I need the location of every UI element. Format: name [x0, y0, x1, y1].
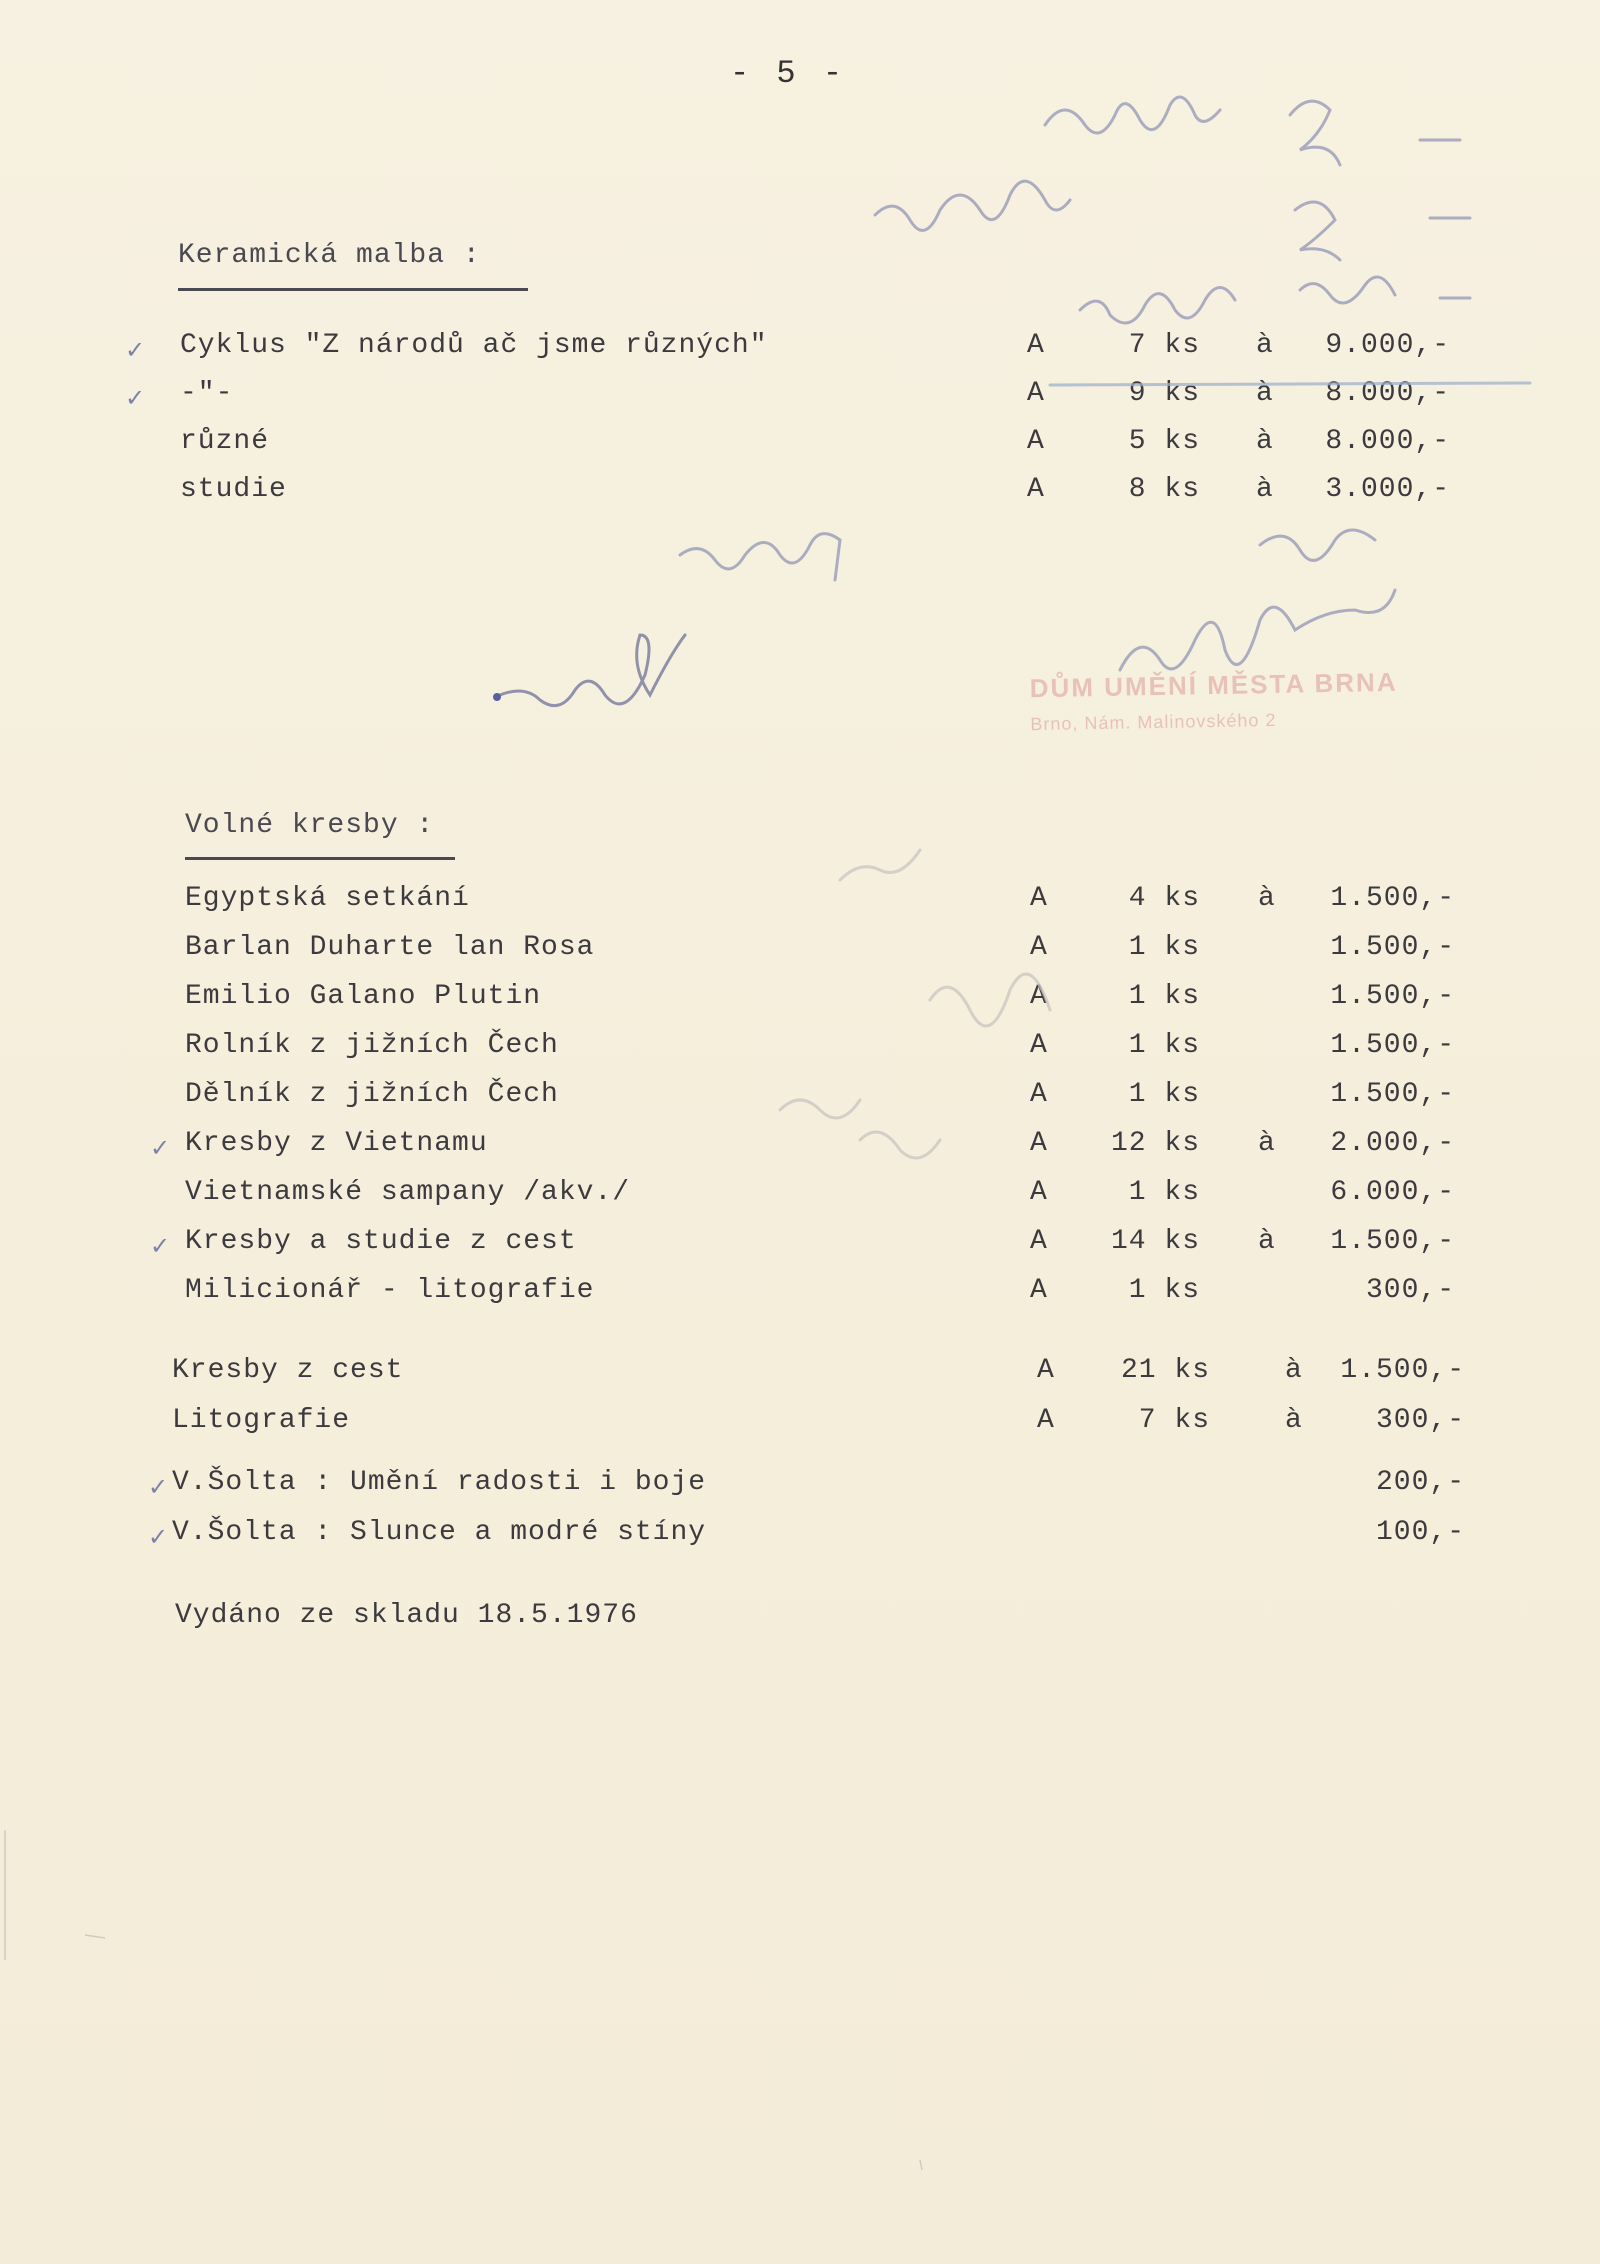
unit-price-sign: à: [1258, 1226, 1276, 1257]
item-name: Vietnamské sampany /akv./: [185, 1177, 631, 1208]
row-check-mark: ✓: [148, 1473, 170, 1501]
item-price: 300,-: [1365, 1275, 1455, 1306]
item-name: různé: [180, 426, 270, 457]
list-item: [0, 474, 1600, 514]
row-check-mark: ✓: [150, 1134, 172, 1162]
category-letter: A: [1030, 1226, 1048, 1257]
item-price: 1.500,-: [1330, 883, 1455, 914]
item-quantity: 1 ks: [1128, 932, 1200, 963]
item-name: Kresby a studie z cest: [185, 1226, 577, 1257]
list-item: [0, 1517, 1600, 1557]
list-item: [0, 1355, 1600, 1395]
row-check-mark: ✓: [125, 336, 147, 364]
item-price: 1.500,-: [1340, 1355, 1465, 1386]
list-item: [0, 1405, 1600, 1445]
category-letter: A: [1030, 1128, 1048, 1159]
item-price: 9.000,-: [1325, 330, 1450, 361]
list-item: [0, 1275, 1600, 1315]
item-quantity: 7 ks: [1128, 330, 1200, 361]
item-quantity: 8 ks: [1128, 474, 1200, 505]
item-name: Kresby z cest: [172, 1355, 404, 1386]
category-letter: A: [1037, 1405, 1055, 1436]
list-item: [0, 378, 1600, 418]
item-quantity: 21 ks: [1120, 1355, 1210, 1386]
category-letter: A: [1027, 474, 1045, 505]
item-quantity: 1 ks: [1128, 1030, 1200, 1061]
list-item: [0, 1177, 1600, 1217]
item-price: 8.000,-: [1325, 378, 1450, 409]
item-price: 1.500,-: [1330, 1030, 1455, 1061]
section-heading-ceramic: Keramická malba :: [178, 240, 481, 271]
unit-price-sign: à: [1285, 1355, 1303, 1386]
stamp-line-1: DŮM UMĚNÍ MĚSTA BRNA: [1029, 666, 1398, 704]
category-letter: A: [1030, 1177, 1048, 1208]
item-quantity: 1 ks: [1128, 1177, 1200, 1208]
row-check-mark: ✓: [148, 1523, 170, 1551]
item-quantity: 1 ks: [1128, 1079, 1200, 1110]
list-item: [0, 1128, 1600, 1168]
item-name: Milicionář - litografie: [185, 1275, 595, 1306]
category-letter: A: [1027, 330, 1045, 361]
heading-underline: [185, 857, 455, 860]
stamp-line-2: Brno, Nám. Malinovského 2: [1030, 709, 1277, 735]
item-quantity: 4 ks: [1128, 883, 1200, 914]
item-name: studie: [180, 474, 287, 505]
unit-price-sign: à: [1258, 883, 1276, 914]
item-name: Litografie: [172, 1405, 351, 1436]
item-name: -"-: [180, 378, 234, 409]
category-letter: A: [1030, 1030, 1048, 1061]
category-letter: A: [1037, 1355, 1055, 1386]
item-name: Egyptská setkání: [185, 883, 470, 914]
item-name: Dělník z jižních Čech: [185, 1079, 559, 1110]
item-quantity: 12 ks: [1110, 1128, 1200, 1159]
category-letter: A: [1030, 932, 1048, 963]
row-check-mark: ✓: [150, 1232, 172, 1260]
list-item: [0, 426, 1600, 466]
section-heading-drawings: Volné kresby :: [185, 810, 435, 841]
list-item: [0, 981, 1600, 1021]
item-price: 8.000,-: [1325, 426, 1450, 457]
list-item: [0, 883, 1600, 923]
category-letter: A: [1030, 1079, 1048, 1110]
item-name: Rolník z jižních Čech: [185, 1030, 559, 1061]
list-item: [0, 1079, 1600, 1119]
unit-price-sign: à: [1285, 1405, 1303, 1436]
item-price: 200,-: [1375, 1467, 1465, 1498]
item-name: V.Šolta : Slunce a modré stíny: [172, 1517, 707, 1548]
row-check-mark: ✓: [125, 384, 147, 412]
category-letter: A: [1030, 883, 1048, 914]
category-letter: A: [1030, 981, 1048, 1012]
item-price: 2.000,-: [1330, 1128, 1455, 1159]
list-item: [0, 330, 1600, 370]
item-price: 1.500,-: [1330, 1226, 1455, 1257]
item-name: Cyklus "Z národů ač jsme různých": [180, 330, 768, 361]
item-price: 1.500,-: [1330, 932, 1455, 963]
category-letter: A: [1027, 378, 1045, 409]
item-quantity: 1 ks: [1128, 981, 1200, 1012]
item-quantity: 7 ks: [1138, 1405, 1210, 1436]
page-number: - 5 -: [730, 55, 847, 92]
item-name: V.Šolta : Umění radosti i boje: [172, 1467, 707, 1498]
item-quantity: 1 ks: [1128, 1275, 1200, 1306]
category-letter: A: [1027, 426, 1045, 457]
list-item: [0, 1226, 1600, 1266]
item-quantity: 5 ks: [1128, 426, 1200, 457]
item-price: 100,-: [1375, 1517, 1465, 1548]
unit-price-sign: à: [1258, 1128, 1276, 1159]
issue-note: Vydáno ze skladu 18.5.1976: [175, 1600, 638, 1631]
item-quantity: 9 ks: [1128, 378, 1200, 409]
item-name: Barlan Duharte lan Rosa: [185, 932, 595, 963]
institution-stamp: [1029, 667, 1398, 735]
category-letter: A: [1030, 1275, 1048, 1306]
item-price: 3.000,-: [1325, 474, 1450, 505]
unit-price-sign: à: [1256, 426, 1274, 457]
item-quantity: 14 ks: [1110, 1226, 1200, 1257]
list-item: [0, 1030, 1600, 1070]
unit-price-sign: à: [1256, 330, 1274, 361]
item-price: 1.500,-: [1330, 981, 1455, 1012]
heading-underline: [178, 288, 528, 291]
item-price: 1.500,-: [1330, 1079, 1455, 1110]
unit-price-sign: à: [1256, 474, 1274, 505]
item-price: 6.000,-: [1330, 1177, 1455, 1208]
item-name: Emilio Galano Plutin: [185, 981, 542, 1012]
list-item: [0, 932, 1600, 972]
item-name: Kresby z Vietnamu: [185, 1128, 488, 1159]
unit-price-sign: à: [1256, 378, 1274, 409]
list-item: [0, 1467, 1600, 1507]
item-price: 300,-: [1375, 1405, 1465, 1436]
